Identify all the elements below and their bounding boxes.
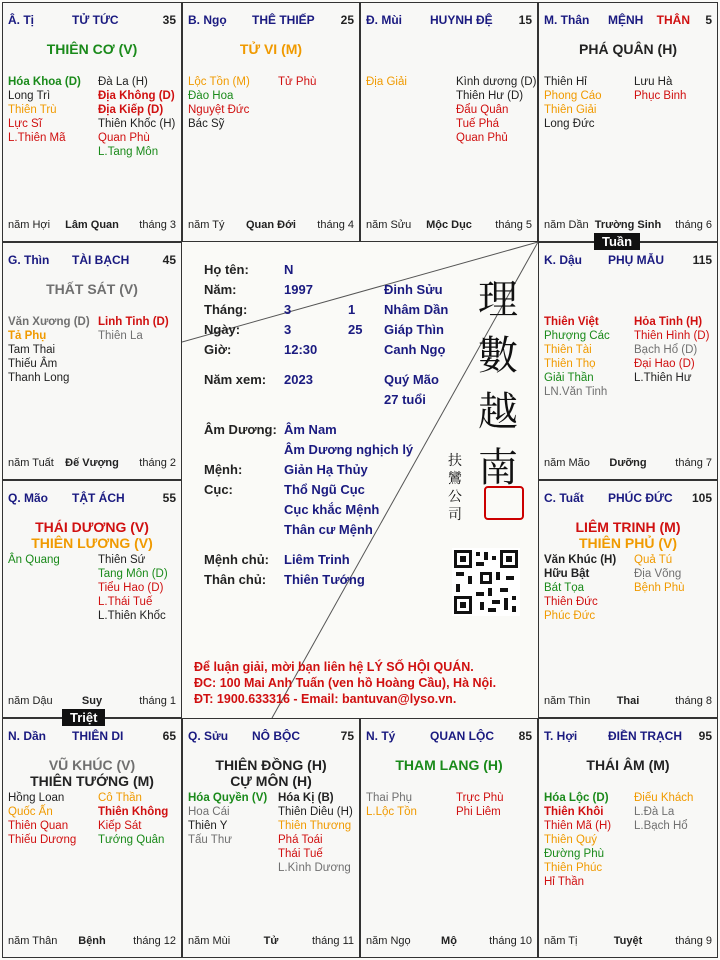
minor-star: Văn Xương (D) <box>8 316 90 328</box>
minor-star: Cô Thần <box>98 792 142 804</box>
cuc-note: Cục khắc Mệnh <box>284 502 380 517</box>
minor-star: Hóa Khoa (D) <box>8 76 81 88</box>
palace-header <box>366 13 532 29</box>
minor-star: Tam Thai <box>8 344 56 356</box>
palace-month: tháng 4 <box>317 219 354 231</box>
calligraphy-small: 扶鸞公司 <box>448 453 462 523</box>
minor-star: Giải Thần <box>544 372 594 384</box>
view-year-label: Năm xem: <box>204 372 267 387</box>
palace-stage: Tử <box>263 935 279 947</box>
minor-star: Long Trì <box>8 90 51 102</box>
minor-star: Bạch Hổ (D) <box>634 344 698 356</box>
palace-branch: N. Tý <box>366 729 396 743</box>
palace-branch: Â. Tị <box>8 13 34 27</box>
palace-stage: Quan Đới <box>246 219 296 231</box>
palace-month: tháng 12 <box>133 935 176 947</box>
minor-star: Bác Sỹ <box>188 118 225 130</box>
minor-star: Phong Cáo <box>544 90 602 102</box>
minor-star: Địa Giải <box>366 76 407 88</box>
minor-star: Phúc Đức <box>544 610 596 622</box>
palace-year: năm Thân <box>8 935 58 947</box>
hour-can: Canh Ngọ <box>384 342 446 357</box>
minor-star: Thiên Thọ <box>544 358 596 370</box>
minor-star: Văn Khúc (H) <box>544 554 617 566</box>
month-can: Nhâm Dần <box>384 302 449 317</box>
minor-star: Thiên Không <box>98 806 169 818</box>
palace-title: THÊ THIẾP <box>252 13 315 27</box>
cuc-label: Cục: <box>204 482 233 497</box>
minor-star: Phi Liêm <box>456 806 501 818</box>
palace-branch: Đ. Mùi <box>366 13 402 27</box>
age-value: 27 tuổi <box>384 392 426 407</box>
month-label: Tháng: <box>204 302 248 317</box>
palace-suu <box>182 718 360 958</box>
month-lunar: 1 <box>348 302 356 317</box>
minor-star: Quan Phù <box>98 132 150 144</box>
palace-title: QUAN LỘC <box>430 729 494 743</box>
palace-stage: Dưỡng <box>609 457 647 469</box>
year-can: Đinh Sửu <box>384 282 443 297</box>
palace-month: tháng 7 <box>675 457 712 469</box>
palace-age: 95 <box>698 729 712 743</box>
palace-header <box>8 491 176 507</box>
palace-title: TÀI BẠCH <box>72 253 130 267</box>
minor-star: Hữu Bật <box>544 568 590 580</box>
minor-star: Thai Phụ <box>366 792 413 804</box>
minor-star: Lộc Tồn (M) <box>188 76 250 88</box>
palace-year: năm Dậu <box>8 695 53 707</box>
main-star: THAM LANG (H) <box>395 757 503 773</box>
minor-star: Thiên Giải <box>544 104 597 116</box>
palace-stage: Trường Sinh <box>594 219 662 231</box>
month-value: 3 <box>284 302 292 317</box>
minor-star: Thiên Khốc (H) <box>98 118 176 130</box>
minor-star: L.Lộc Tồn <box>366 806 417 818</box>
calligraphy-logo: 理數越南 <box>478 277 518 491</box>
than-marker: THÂN <box>656 13 690 27</box>
qr-code-icon[interactable] <box>452 548 520 616</box>
palace-year: năm Dần <box>544 219 589 231</box>
amduong-label: Âm Dương: <box>204 422 277 437</box>
palace-stage: Tuyệt <box>613 935 643 947</box>
contact-line-1: Để luận giải, mời bạn liên hệ LÝ SỐ HỘI QUÁN. <box>194 660 474 674</box>
palace-title: PHÚC ĐỨC <box>608 491 673 505</box>
view-year-value: 2023 <box>284 372 313 387</box>
palace-footer <box>8 935 176 949</box>
palace-header <box>188 729 354 745</box>
minor-star: Thiên La <box>98 330 143 342</box>
thanchu-value: Thiên Tướng <box>284 572 365 587</box>
minor-star: Kiếp Sát <box>98 820 142 832</box>
palace-year: năm Hợi <box>8 219 51 231</box>
minor-star: Địa Không (D) <box>98 90 175 102</box>
minor-star: Thiên Sứ <box>98 554 146 566</box>
palace-footer <box>8 695 176 709</box>
minor-star: Bát Tọa <box>544 582 585 594</box>
minor-star: Đường Phù <box>544 848 604 860</box>
palace-title: PHỤ MẪU <box>608 253 664 267</box>
minor-star: Hồng Loan <box>8 792 65 804</box>
palace-tuat <box>538 480 718 718</box>
menh-label: Mệnh: <box>204 462 243 477</box>
minor-star: Thiên Hình (D) <box>634 330 710 342</box>
palace-year: năm Mùi <box>188 935 231 947</box>
year-label: Năm: <box>204 282 237 297</box>
palace-age: 85 <box>518 729 532 743</box>
palace-title: THIÊN DI <box>72 729 124 743</box>
palace-footer <box>366 935 532 949</box>
palace-stage: Thai <box>616 695 640 707</box>
main-star: THIÊN LƯƠNG (V) <box>31 535 153 551</box>
main-star: THIÊN PHỦ (V) <box>579 535 677 551</box>
main-star: THÁI DƯƠNG (V) <box>35 519 149 535</box>
palace-branch: C. Tuất <box>544 491 584 505</box>
palace-branch: Q. Mão <box>8 491 49 505</box>
minor-star: Hỏa Tinh (H) <box>634 316 703 328</box>
main-star: THIÊN ĐỒNG (H) <box>215 757 327 773</box>
minor-star: Thiên Diêu (H) <box>278 806 353 818</box>
minor-star: Thiên Y <box>188 820 228 832</box>
minor-star: Thiên Việt <box>544 316 599 328</box>
minor-star: Phượng Các <box>544 330 610 342</box>
palace-footer <box>366 219 532 233</box>
palace-branch: B. Ngọ <box>188 13 227 27</box>
minor-star: L.Đà La <box>634 806 675 818</box>
year-value: 1997 <box>284 282 313 297</box>
minor-star: Thanh Long <box>8 372 70 384</box>
minor-star: L.Thái Tuế <box>98 596 153 608</box>
hour-value: 12:30 <box>284 342 318 357</box>
minor-star: Điếu Khách <box>634 792 694 804</box>
main-star: VŨ KHÚC (V) <box>48 757 136 773</box>
palace-year: năm Ngọ <box>366 935 411 947</box>
palace-age: 5 <box>705 13 712 27</box>
palace-header <box>188 13 354 29</box>
minor-star: Thiên Quý <box>544 834 598 846</box>
palace-month: tháng 11 <box>311 935 354 947</box>
minor-star: Hoa Cái <box>188 806 230 818</box>
minor-star: Quả Tú <box>634 554 673 566</box>
palace-footer <box>8 457 176 471</box>
minor-star: L.Thiên Khốc <box>98 610 166 622</box>
palace-hoi <box>538 718 718 958</box>
palace-age: 45 <box>162 253 176 267</box>
minor-star: Thiên Quan <box>8 820 69 832</box>
minor-star: Thiếu Dương <box>8 834 77 846</box>
amduong-note: Âm Dương nghịch lý <box>284 442 414 457</box>
palace-branch: T. Hợi <box>544 729 578 743</box>
palace-title: TẬT ÁCH <box>72 491 125 505</box>
minor-star: Tướng Quân <box>98 834 165 846</box>
palace-ngo <box>182 2 360 242</box>
palace-title: HUYNH ĐỆ <box>430 13 493 27</box>
palace-month: tháng 3 <box>139 219 176 231</box>
palace-header <box>8 13 176 29</box>
minor-star: Thiên Khôi <box>544 806 604 818</box>
minor-star: Lưu Hà <box>634 76 673 88</box>
minor-star: Thiên Thương <box>278 820 352 832</box>
minor-star: Kình dương (D) <box>456 76 537 88</box>
palace-stage: Bệnh <box>78 935 106 947</box>
palace-age: 25 <box>340 13 354 27</box>
palace-year: năm Mão <box>544 457 590 469</box>
palace-title: ĐIỀN TRẠCH <box>608 729 682 743</box>
palace-month: tháng 6 <box>675 219 712 231</box>
palace-footer <box>544 219 712 233</box>
minor-star: Tang Môn (D) <box>98 568 168 580</box>
palace-header <box>8 729 176 745</box>
minor-star: Thiên Trù <box>8 104 57 116</box>
palace-month: tháng 8 <box>675 695 712 707</box>
palace-age: 15 <box>518 13 532 27</box>
minor-star: Tấu Thư <box>188 834 232 846</box>
minor-star: L.Kình Dương <box>278 862 351 874</box>
palace-header <box>544 729 712 745</box>
palace-header <box>544 253 712 269</box>
palace-header <box>544 491 712 507</box>
palace-header <box>8 253 176 269</box>
minor-star: Phục Binh <box>634 90 687 102</box>
palace-footer <box>544 935 712 949</box>
palace-branch: N. Dần <box>8 729 47 743</box>
palace-mao <box>2 480 182 718</box>
palace-stage: Mộc Dục <box>426 219 472 231</box>
contact-phone-email: ĐT: 1900.633316 - Email: bantuvan@lyso.vn. <box>194 692 457 706</box>
than-cu-note: Thân cư Mệnh <box>284 522 373 537</box>
palace-header <box>366 729 532 745</box>
palace-branch: Q. Sửu <box>188 729 229 743</box>
minor-star: Hóa Quyền (V) <box>188 792 268 804</box>
minor-star: Hóa Kị (B) <box>278 792 334 804</box>
minor-star: Tả Phụ <box>8 330 47 342</box>
palace-month: tháng 10 <box>489 935 532 947</box>
minor-star: Nguyệt Đức <box>188 104 250 116</box>
minor-star: Linh Tinh (D) <box>98 316 169 328</box>
minor-star: Quan Phủ <box>456 132 508 144</box>
minor-star: Đẩu Quân <box>456 104 509 116</box>
minor-star: Thiếu Âm <box>8 358 58 370</box>
palace-stage: Suy <box>81 695 103 707</box>
minor-star: Đại Hao (D) <box>634 358 695 370</box>
palace-age: 105 <box>691 491 712 505</box>
minor-star: L.Thiên Mã <box>8 132 66 144</box>
palace-branch: M. Thân <box>544 13 590 27</box>
minor-star: Tử Phù <box>278 76 317 88</box>
minor-star: Đào Hoa <box>188 90 234 102</box>
minor-star: Quốc Ấn <box>8 806 53 818</box>
minor-star: L.Thiên Hư <box>634 372 692 384</box>
minor-star: LN.Văn Tinh <box>544 386 608 398</box>
day-label: Ngày: <box>204 322 241 337</box>
palace-mui <box>360 2 538 242</box>
palace-year: năm Tị <box>544 935 578 947</box>
palace-footer <box>188 219 354 233</box>
main-star: CỰ MÔN (H) <box>230 773 312 789</box>
menhchu-value: Liêm Trinh <box>284 552 350 567</box>
palace-month: tháng 1 <box>139 695 176 707</box>
view-year-can: Quý Mão <box>384 372 439 387</box>
triet-badge: Triệt <box>62 709 105 726</box>
minor-star: Thiên Hư (D) <box>456 90 524 102</box>
day-value: 3 <box>284 322 292 337</box>
palace-title: TỬ TỨC <box>72 13 119 27</box>
thanchu-label: Thân chủ: <box>204 572 267 587</box>
minor-star: Thiên Đức <box>544 596 598 608</box>
palace-stage: Đế Vượng <box>65 457 119 469</box>
main-star: THÁI ÂM (M) <box>586 757 670 773</box>
minor-star: Lực Sĩ <box>8 118 42 130</box>
palace-year: năm Sửu <box>366 219 412 231</box>
main-star: THẤT SÁT (V) <box>46 281 138 297</box>
palace-year: năm Tý <box>188 219 225 231</box>
minor-star: Phá Toái <box>278 834 323 846</box>
amduong-value: Âm Nam <box>284 422 337 437</box>
palace-month: tháng 2 <box>139 457 176 469</box>
minor-star: Thiên Tài <box>544 344 592 356</box>
minor-star: Thiên Phúc <box>544 862 603 874</box>
palace-title: NÔ BỘC <box>252 729 300 743</box>
menh-value: Giản Hạ Thủy <box>284 462 368 477</box>
minor-star: Thiên Hỉ <box>544 76 587 88</box>
palace-dan <box>2 718 182 958</box>
palace-branch: K. Dậu <box>544 253 583 267</box>
menhchu-label: Mệnh chủ: <box>204 552 269 567</box>
hour-label: Giờ: <box>204 342 232 357</box>
palace-footer <box>544 695 712 709</box>
day-can: Giáp Thìn <box>384 322 444 337</box>
palace-stage: Mộ <box>441 935 457 947</box>
minor-star: Địa Võng <box>634 568 682 580</box>
palace-header <box>544 13 712 29</box>
minor-star: Long Đức <box>544 118 595 130</box>
palace-month: tháng 9 <box>675 935 712 947</box>
palace-footer <box>8 219 176 233</box>
contact-address: ĐC: 100 Mai Anh Tuấn (ven hồ Hoàng Cầu), Hà Nội. <box>194 676 497 690</box>
palace-age: 35 <box>162 13 176 27</box>
palace-thin <box>2 242 182 480</box>
palace-year: năm Thìn <box>544 695 591 707</box>
minor-star: Hóa Lộc (D) <box>544 792 609 804</box>
palace-age: 115 <box>692 253 712 267</box>
palace-dau <box>538 242 718 480</box>
minor-star: Ân Quang <box>8 554 60 566</box>
cuc-value: Thổ Ngũ Cục <box>284 482 365 497</box>
palace-year: năm Tuất <box>8 457 54 469</box>
red-seal-icon <box>484 486 524 520</box>
palace-footer <box>544 457 712 471</box>
palace-age: 65 <box>162 729 176 743</box>
minor-star: L.Tang Môn <box>98 146 159 158</box>
palace-than <box>538 2 718 242</box>
palace-age: 55 <box>162 491 176 505</box>
palace-branch: G. Thìn <box>8 253 50 267</box>
main-star: TỬ VI (M) <box>239 41 303 57</box>
minor-star: Hỉ Thần <box>544 876 585 888</box>
palace-title: MỆNH <box>608 13 644 27</box>
palace-ty <box>2 2 182 242</box>
minor-star: Trực Phù <box>456 792 504 804</box>
minor-star: Bệnh Phù <box>634 582 685 594</box>
minor-star: Thiên Mã (H) <box>544 820 612 832</box>
minor-star: Thái Tuế <box>278 848 323 860</box>
palace-stage: Lâm Quan <box>65 219 119 231</box>
minor-star: Tuế Phá <box>456 118 500 130</box>
main-star: LIÊM TRINH (M) <box>575 519 681 535</box>
minor-star: Đà La (H) <box>98 76 148 88</box>
minor-star: L.Bạch Hổ <box>634 820 688 832</box>
day-lunar: 25 <box>348 322 363 337</box>
tuan-badge: Tuần <box>594 233 640 250</box>
main-star: PHÁ QUÂN (H) <box>579 41 677 57</box>
name-label: Họ tên: <box>204 262 249 277</box>
palace-age: 75 <box>340 729 354 743</box>
palace-footer <box>188 935 354 949</box>
name-value: N <box>284 262 294 277</box>
minor-star: Địa Kiếp (D) <box>98 104 164 116</box>
palace-month: tháng 5 <box>495 219 532 231</box>
main-star: THIÊN CƠ (V) <box>46 41 138 57</box>
minor-star: Tiểu Hao (D) <box>98 582 164 594</box>
main-star: THIÊN TƯỚNG (M) <box>30 773 154 789</box>
palace-ty2 <box>360 718 538 958</box>
